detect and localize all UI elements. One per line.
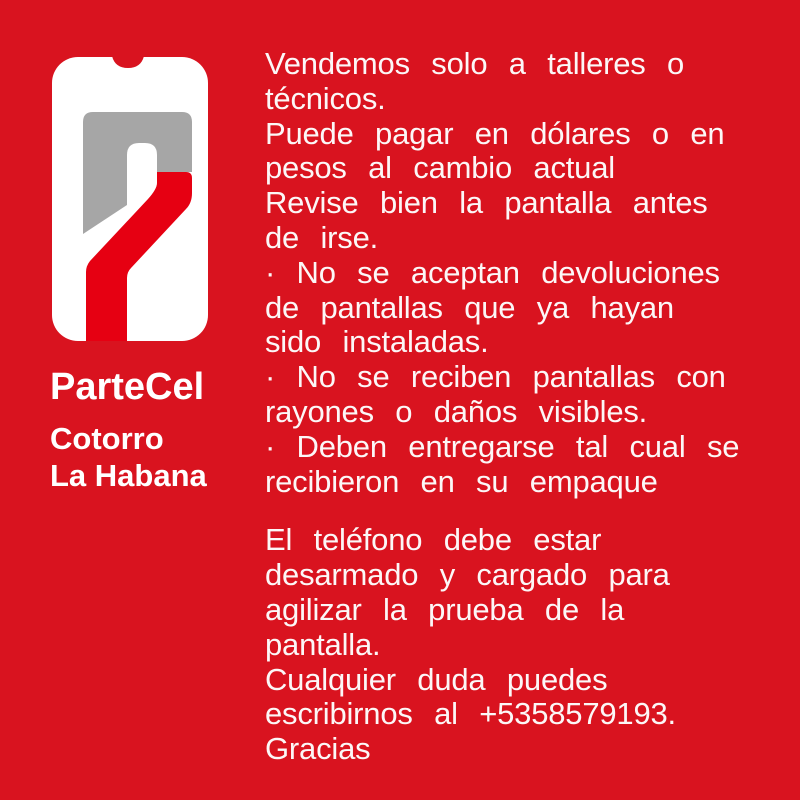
text-line: Cualquier duda puedes	[265, 661, 608, 697]
text-line: desarmado y cargado para	[265, 557, 670, 593]
info-column	[265, 47, 775, 767]
brand-name: ParteCel	[50, 366, 205, 408]
testing-and-contact-text	[265, 523, 775, 767]
brand-location-city: Cotorro	[50, 421, 164, 456]
text-line: · No se reciben pantallas con	[265, 359, 726, 395]
text-line: sido instaladas.	[265, 324, 489, 360]
text-line: recibieron en su empaque	[265, 463, 658, 499]
text-line: pesos al cambio actual	[265, 150, 615, 186]
text-line: escribirnos al +5358579193.	[265, 696, 676, 732]
text-line: de irse.	[265, 219, 379, 255]
text-line: técnicos.	[265, 80, 386, 116]
text-line: Puede pagar en dólares o en	[265, 115, 725, 151]
text-line: agilizar la prueba de la	[265, 591, 625, 627]
text-line: Gracias	[265, 731, 371, 767]
text-line: de pantallas que ya hayan	[265, 289, 674, 325]
text-line: · Deben entregarse tal cual se	[265, 428, 740, 464]
sales-terms-text	[265, 47, 775, 499]
text-line: pantalla.	[265, 626, 381, 662]
text-line: Revise bien la pantalla antes	[265, 185, 708, 221]
brand-location-province: La Habana	[50, 458, 207, 493]
text-line: El teléfono debe estar	[265, 522, 602, 558]
text-line: rayones o daños visibles.	[265, 393, 648, 429]
brand-location	[50, 420, 207, 494]
partecel-logo	[50, 53, 210, 345]
text-line: · No se aceptan devoluciones	[265, 254, 720, 290]
text-line: Vendemos solo a talleres o	[265, 46, 685, 81]
